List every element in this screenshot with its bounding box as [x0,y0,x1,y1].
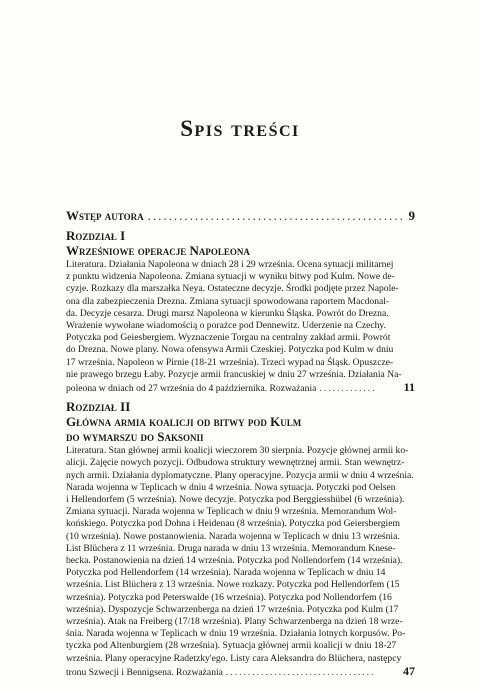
chapter-label: Rozdział II [66,399,131,415]
toc-chapter-1 [66,228,415,395]
desc-line: września. Plany operacyjne Radetzky'ego. Listy cara Aleksandra do Blüchera, następcy [66,652,402,664]
desc-line: alicji. Zajęcie nowych pozycji. Odbudowa struktury wewnętrznej armii. Stan wewnętrz- [66,457,405,469]
leader-dots [148,208,405,224]
desc-line: da. Decyzje cesarza. Drugi marsz Napoleona w kierunku Śląska. Powrót do Drezna. [66,307,389,319]
leader-dots [319,383,374,395]
chapter-title: do wymarszu do Saksonii [66,429,204,445]
desc-line: Literatura. Stan głównej armii koalicji wieczorem 30 sierpnia. Pozycje głównej armii ko- [66,445,409,457]
desc-line: końskiego. Potyczka pod Dohna i Heidenau (8 września). Potyczka pod Geiersbergiem [66,518,400,530]
chapter-description [66,445,415,665]
desc-line: tyczka pod Altenburgiem (28 września). Sytuacja głównej armii koalicji w dniu 18-27 [66,640,397,652]
desc-line: List Blüchera z 11 września. Druga narada w dniu 13 września. Memorandum Knese- [66,542,396,554]
desc-line: tronu Szwecji i Bennigsena. Rozważania [66,666,223,678]
desc-line: do Drezna. Nowe plany. Nowa ofensywa Armii Czeskiej. Potyczka pod Kulm w dniu [66,344,394,356]
desc-line: ona dla zabezpieczenia Drezna. Zmiana sytuacji spowodowana raportem Macdonal- [66,295,390,307]
toc-chapter-2 [66,399,415,679]
desc-line: września. List Blüchera z 13 września. Nowe rozkazy. Potyczka pod Hellendorfem (15 [66,579,400,591]
desc-line: cyzje. Rozkazy dla marszałka Neya. Ostateczne decyzje. Środki podjęte przez Napole- [66,283,399,295]
chapter-title: Główna armia koalicji od bitwy pod Kulm [66,414,302,430]
desc-line: Potyczka pod Geiesbergiem. Wyznaczenie Torgau na centralny zakład armii. Powrót [66,332,391,344]
desc-last-line [66,663,415,679]
desc-line: poleona w dniach od 27 września do 4 października. Rozważania [66,383,317,395]
leader-dots [226,667,374,679]
desc-line: Zmiana sytuacji. Narada wojenna w Teplicach w dniu 9 września. Memorandum Wol- [66,506,397,518]
intro-label: Wstęp autora [66,208,144,223]
table-of-contents [66,208,415,679]
desc-line: września). Atak na Freiberg (17/18 września). Plany Schwarzenberga na dzień 18 wrze- [66,616,403,628]
chapter-description [66,259,415,381]
page-title: Spis treści [180,116,300,141]
chapter-page-number: 47 [403,663,415,678]
chapter-label: Rozdział I [66,228,126,243]
desc-line: 17 września. Napoleon w Pirnie (18-21 września). Trzeci wypad na Śląsk. Opuszcze- [66,356,394,368]
chapter-page-number: 11 [403,380,415,395]
desc-line: Wrażenie wywołane wiadomością o porażce pod Dennewitz. Uderzenie na Czechy. [66,320,386,332]
desc-line: września). Dyspozycje Schwarzenberga na dzień 17 września. Potyczka pod Kulm (17 [66,603,399,615]
desc-line: września). Potyczka pod Peterswalde (16 września). Potyczka pod Nollendorfem (16 [66,591,392,603]
desc-line: z punktu widzenia Napoleona. Zmiana sytuacji w wyniku bitwy pod Kulm. Nowe de- [66,271,395,283]
desc-line: śnia. Narada wojenna w Teplicach w dniu 19 września. Działania lotnych korpusów. Po- [66,628,406,640]
toc-entry-intro [66,208,415,224]
intro-page-number: 9 [408,208,415,223]
desc-line: Potyczka pod Hellendorfem (14 września). Narada wojenna w Teplicach w dniu 14 [66,567,386,579]
desc-line: nych armii. Działania dyplomatyczne. Plany operacyjne. Pozycja armii w dniu 4 września. [66,469,414,481]
desc-line: Narada wojenna w Teplicach w dniu 4 września. Nowa sytuacja. Potyczki pod Oelsen [66,481,396,493]
desc-line: (10 września). Nowe postanowienia. Narada wojenna w Teplicach w dniu 13 września. [66,530,400,542]
desc-line: Literatura. Działania Napoleona w dniach 28 i 29 września. Ocena sytuacji militarnej [66,259,394,270]
desc-line: becka. Postanowienia na dzień 14 września. Potyczka pod Nollendorfem (14 września). [66,555,403,567]
desc-line: i Hellendorfem (5 września). Nowe decyzje. Potyczka pod Berggiesshübel (6 września). [66,494,405,506]
desc-line: nie prawego brzegu Łaby. Pozycje armii francuskiej w dniu 27 września. Działania Na- [66,368,402,380]
desc-last-line [66,380,415,395]
chapter-title: Wrześniowe operacje Napoleona [66,243,250,258]
